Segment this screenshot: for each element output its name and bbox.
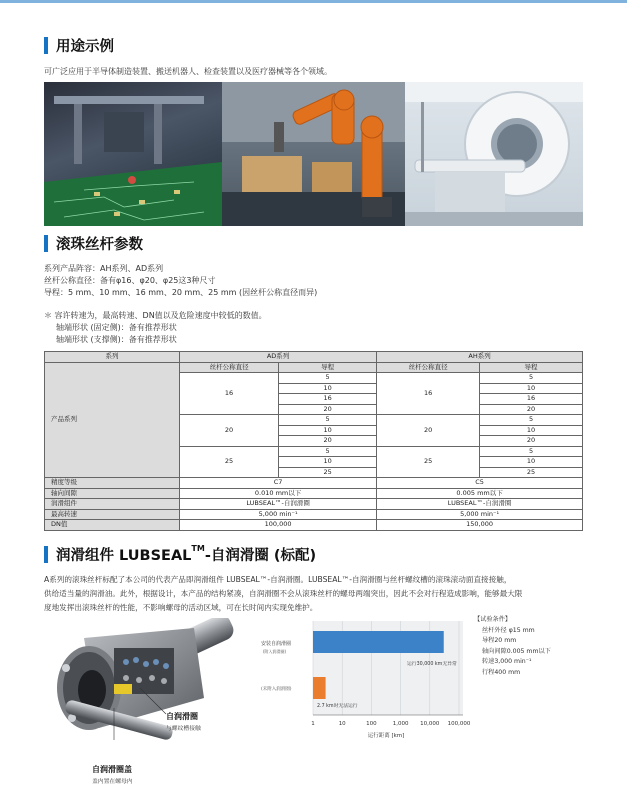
condition-line: 【试验条件】	[474, 616, 512, 623]
cell-ah: C5	[377, 478, 583, 489]
cell-ah: LUBSEAL™-自润滑圈	[377, 499, 583, 510]
cell-ad: 100,000	[180, 520, 377, 531]
header-ad: AD系列	[180, 352, 377, 363]
cell-ad: C7	[180, 478, 377, 489]
cell-ah: 5,000 min⁻¹	[377, 509, 583, 520]
lubseal-para-1: A系列的滚珠丝杆标配了本公司的代表产品即润滑组件 LUBSEAL™-自润滑圈。LUBSEAL™-自润滑圈与丝杆螺纹槽的滚珠滚动面直接接触，	[44, 575, 512, 584]
callout-lubseal-cover-sub: 盖内置在螺母内	[92, 779, 133, 785]
pcb-inspection-photo	[44, 82, 222, 226]
cell-lead: 5	[480, 446, 583, 457]
spec-line-lead: 导程：5 mm、10 mm、16 mm、20 mm、25 mm (因丝杆公称直径而异)	[44, 288, 318, 297]
row-label: DN值	[45, 520, 180, 531]
table-row	[45, 499, 583, 510]
condition-line: 丝杆外径 φ15 mm	[482, 626, 535, 634]
ct-scanner-photo	[405, 82, 583, 226]
bar	[313, 677, 326, 699]
cell-lead: 5	[279, 373, 377, 384]
title-accent-bar	[44, 546, 48, 563]
cell-lead: 16	[480, 394, 583, 405]
bar-annotation: 运行30,000 km无异常	[407, 662, 457, 667]
cell-ad: 0.010 mm以下	[180, 488, 377, 499]
section-title-ballscrew-spec	[44, 234, 143, 252]
cell-lead: 10	[480, 425, 583, 436]
cell-ah: 150,000	[377, 520, 583, 531]
bar	[313, 631, 444, 653]
section-heading: 用途示例	[56, 38, 114, 55]
cell-lead: 5	[480, 415, 583, 426]
test-conditions	[474, 615, 551, 678]
table-row	[45, 478, 583, 489]
section-heading: 滚珠丝杆参数	[56, 236, 143, 253]
cell-lead: 16	[279, 394, 377, 405]
table-row	[45, 509, 583, 520]
header-dia-ah: 丝杆公称直径	[377, 362, 480, 373]
section-heading-pre: 润滑组件 LUBSEAL	[56, 547, 192, 564]
cell-dia: 25	[180, 446, 279, 478]
cell-ah: 0.005 mm以下	[377, 488, 583, 499]
cell-ad: LUBSEAL™-自润滑圈	[180, 499, 377, 510]
x-tick-label: 100	[366, 721, 377, 727]
cell-dia: 20	[180, 415, 279, 447]
spec-table	[44, 351, 583, 531]
cell-lead: 20	[279, 436, 377, 447]
condition-line: 轴向间隙0.005 mm以下	[482, 647, 551, 655]
header-lead-ad: 导程	[279, 362, 377, 373]
cell-lead: 5	[279, 415, 377, 426]
bar-annotation: 2.7 km时无法运行	[317, 704, 358, 709]
cell-ad: 5,000 min⁻¹	[180, 509, 377, 520]
cell-dia: 16	[377, 373, 480, 415]
running-distance-chart	[255, 617, 485, 742]
application-photos	[44, 82, 583, 226]
row-label: 轴向间隙	[45, 488, 180, 499]
industrial-robot-photo	[222, 82, 405, 226]
cell-dia: 20	[377, 415, 480, 447]
cell-lead: 25	[279, 467, 377, 478]
note-shaft-support: 轴端形状 (支撑侧)：备有推荐形状	[56, 335, 177, 344]
category-label: 安装自润滑圈	[261, 641, 292, 647]
spec-line-diameter: 丝杆公称直径：备有φ16、φ20、φ25这3种尺寸	[44, 276, 216, 285]
lubseal-para-3: 度地发挥出滚珠丝杆的性能，不影响螺母的活动区域，可在长时间内实现免维护。	[44, 603, 318, 612]
lubseal-para-2: 供给适当量的润滑油。此外，根据设计，本产品的结构紧凑，自润滑圈不会从滚珠丝杆的螺母两端突出，因此不会对行程造成影响，能够最大限	[44, 589, 523, 598]
row-label: 精度等级	[45, 478, 180, 489]
cell-lead: 10	[279, 457, 377, 468]
callout-lubseal: 自润滑圈	[166, 712, 198, 721]
spec-line-series: 系列产品阵容：AH系列、AD系列	[44, 264, 164, 273]
condition-line: 导程20 mm	[482, 637, 517, 644]
title-accent-bar	[44, 235, 48, 252]
top-rule	[0, 0, 627, 3]
row-label: 最高转速	[45, 509, 180, 520]
table-row	[45, 362, 583, 373]
row-label-product: 产品系列	[45, 362, 180, 478]
header-series: 系列	[45, 352, 180, 363]
section-heading-post: -自润滑圈 (标配)	[204, 547, 317, 564]
note-shaft-fixed: 轴端形状 (固定侧)：备有推荐形状	[56, 323, 177, 332]
cell-lead: 20	[480, 404, 583, 415]
table-row	[45, 488, 583, 499]
cell-dia: 25	[377, 446, 480, 478]
note-speed: ＊ 容许转速为，最高转速、DN值以及危险速度中较低的数值。	[44, 311, 267, 320]
section-title-lubseal	[44, 545, 316, 563]
category-label: (未附入润滑圈)	[261, 687, 292, 692]
x-tick-label: 1	[311, 721, 315, 727]
cell-lead: 5	[480, 373, 583, 384]
condition-line: 转速3,000 min⁻¹	[482, 658, 532, 665]
category-sub-label: (附入润滑圈)	[263, 649, 287, 654]
condition-line: 行程400 mm	[482, 668, 521, 676]
x-tick-label: 100,000	[447, 721, 471, 727]
section-heading-tm: TM	[191, 543, 205, 553]
table-row	[45, 352, 583, 363]
header-ah: AH系列	[377, 352, 583, 363]
cell-lead: 20	[279, 404, 377, 415]
cell-lead: 10	[480, 383, 583, 394]
header-lead-ah: 导程	[480, 362, 583, 373]
cell-lead: 10	[480, 457, 583, 468]
cell-dia: 16	[180, 373, 279, 415]
section-title-applications	[44, 36, 114, 54]
cell-lead: 20	[480, 436, 583, 447]
header-dia-ad: 丝杆公称直径	[180, 362, 279, 373]
callout-lubseal-cover: 自润滑圈盖	[92, 765, 132, 774]
x-tick-label: 10	[338, 721, 346, 727]
title-accent-bar	[44, 37, 48, 54]
table-row	[45, 520, 583, 531]
row-label: 润滑组件	[45, 499, 180, 510]
cell-lead: 25	[480, 467, 583, 478]
x-tick-label: 1,000	[392, 721, 409, 727]
applications-description: 可广泛应用于半导体制造装置、搬送机器人、检查装置以及医疗器械等各个领域。	[44, 67, 332, 76]
cell-lead: 5	[279, 446, 377, 457]
ballscrew-nut-illustration	[44, 618, 244, 758]
callout-lubseal-sub: 与螺纹槽接触	[166, 726, 201, 732]
x-tick-label: 10,000	[420, 721, 440, 727]
x-axis-label: 运行距离 [km]	[367, 733, 405, 739]
cell-lead: 10	[279, 425, 377, 436]
cell-lead: 10	[279, 383, 377, 394]
